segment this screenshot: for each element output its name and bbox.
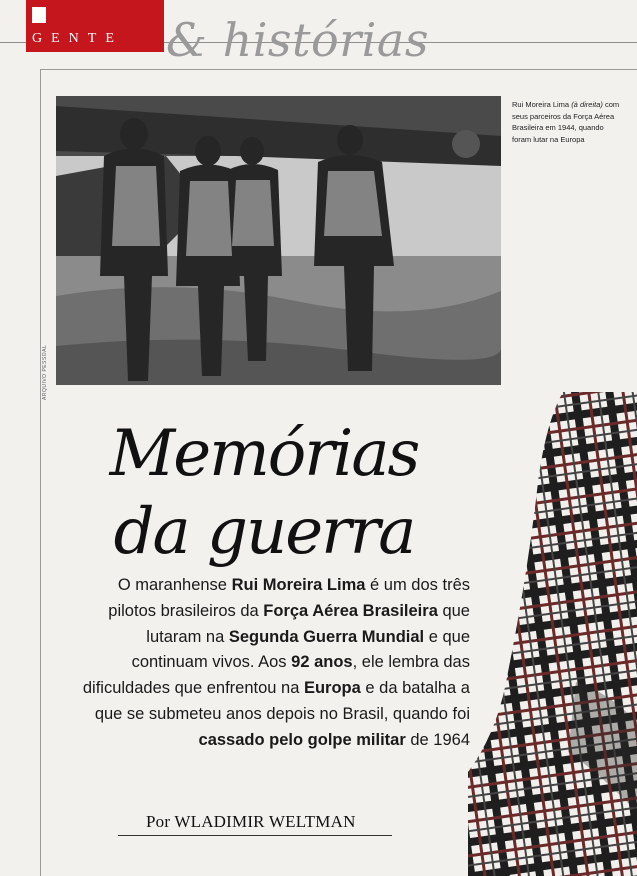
pilots-plane-illustration — [56, 96, 501, 385]
caption-italic: (à direita) — [571, 100, 603, 109]
section-title: & histórias — [166, 13, 429, 67]
frame-rule-left — [40, 69, 41, 876]
lede-paragraph: O maranhense Rui Moreira Lima é um dos três pilotos brasileiros da Força Aérea Brasileira que lutaram na Segunda Guerra Mundial e que continuam vivos. Aos 92 anos, ele lembra das dificuldades que enfrentou na Europa e da batalha a que se submeteu anos depois no Brasil, quando foi cassado pelo golpe militar de 1964 — [82, 576, 470, 749]
headline — [104, 415, 424, 571]
headline-line-1: Memórias — [109, 417, 419, 491]
plaid-shirt-illustration — [468, 392, 637, 876]
historical-photo — [56, 96, 501, 385]
byline: Por WLADIMIR WELTMAN — [146, 812, 356, 831]
frame-rule-top — [40, 69, 637, 70]
photo-caption: Rui Moreira Lima (à direita) com seus parceiros da Força Aérea Brasileira em 1944, quando foram lutar na Europa — [512, 100, 620, 144]
section-square-icon — [32, 7, 46, 23]
section-label: GENTE — [32, 31, 123, 46]
portrait-shirt — [468, 392, 637, 876]
photo-credit: ARQUIVO PESSOAL — [42, 344, 48, 400]
headline-line-2: da guerra — [113, 495, 415, 569]
